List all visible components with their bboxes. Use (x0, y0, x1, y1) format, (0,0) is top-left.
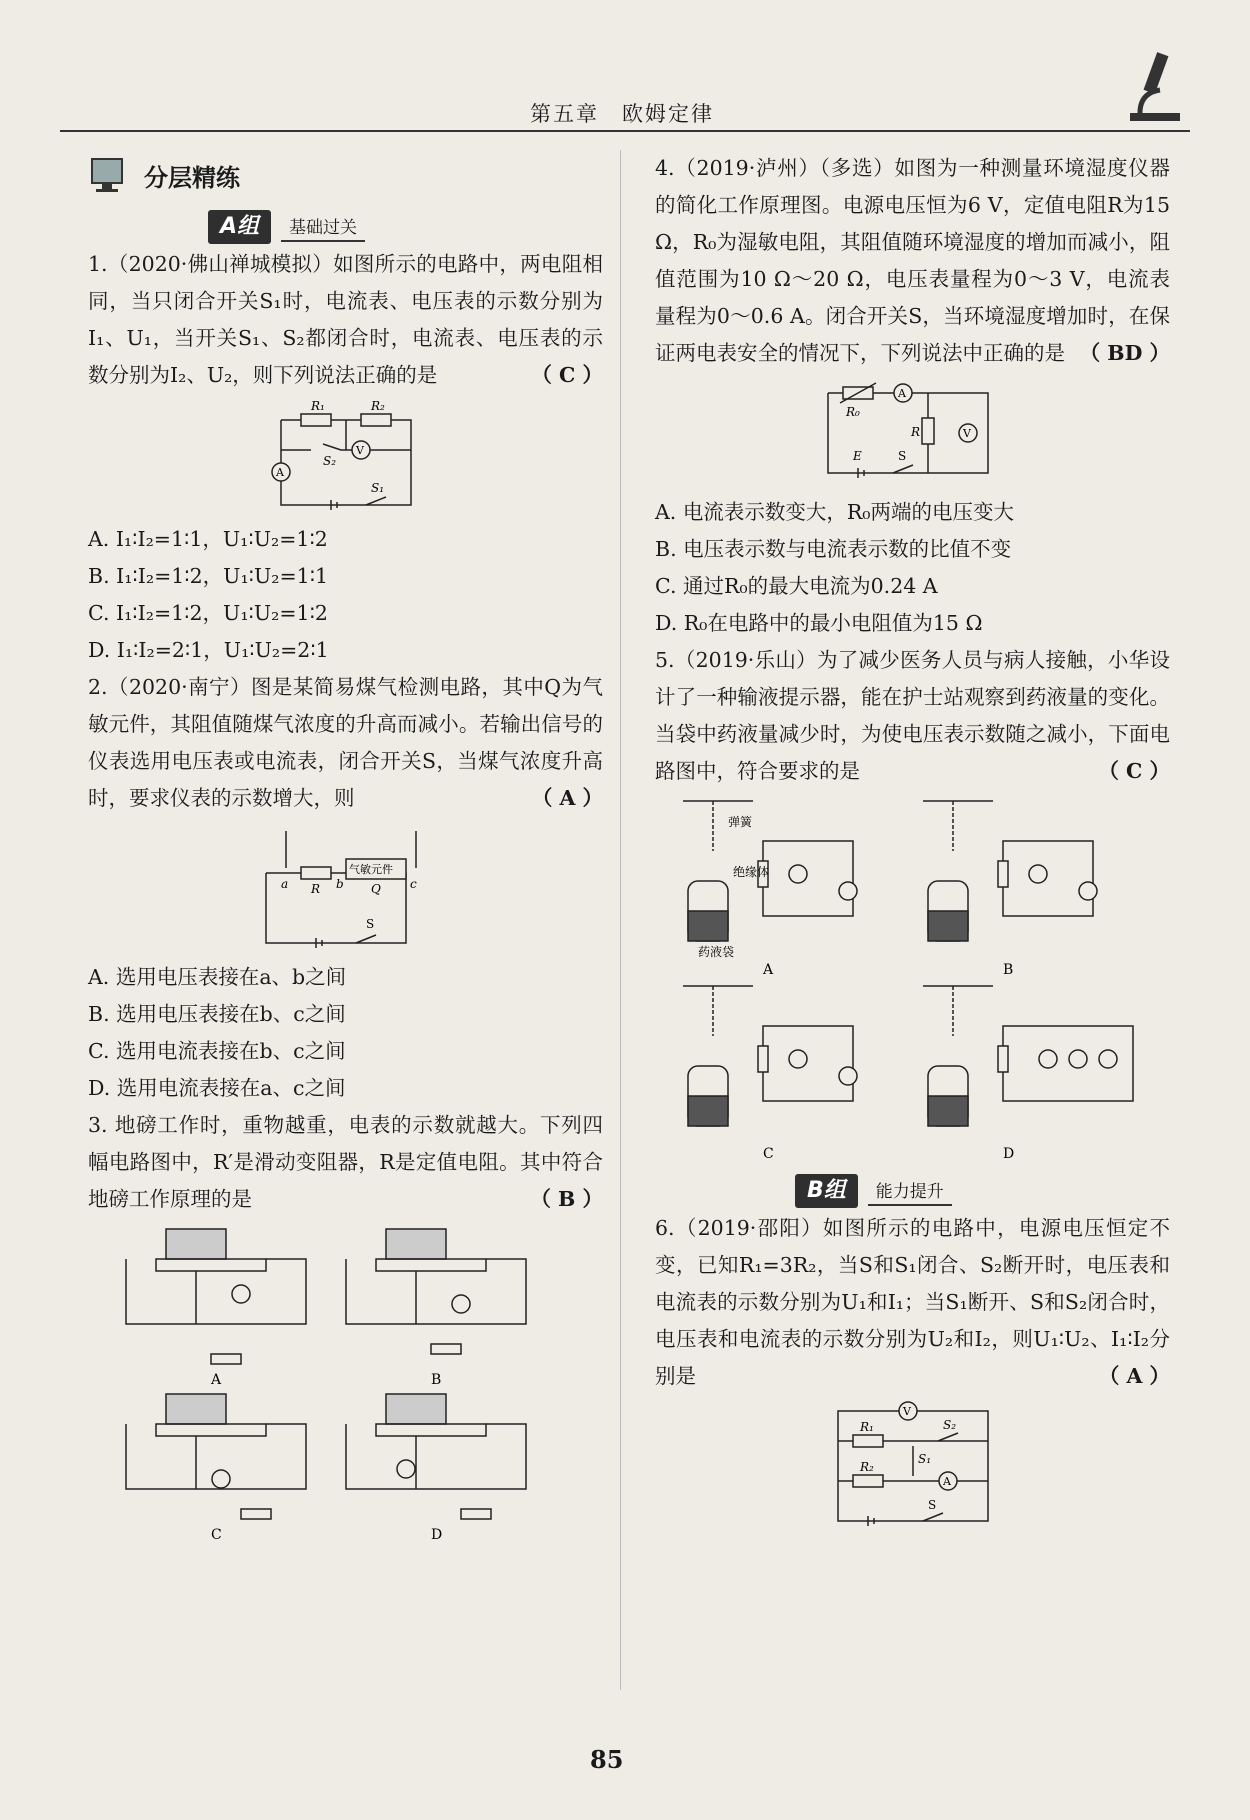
q1-label-r1: R₁ (310, 400, 325, 413)
q1-label-v: V (355, 444, 364, 457)
q6-label-s2: S₂ (942, 1418, 956, 1432)
q4-label-e: E (852, 449, 862, 463)
q6-circuit-diagram (828, 1401, 998, 1531)
q2-label-c: c (409, 877, 417, 891)
q1-option-a: A. I₁∶I₂=1∶1，U₁∶U₂=1∶2 (88, 527, 328, 551)
q2-label-b: b (335, 877, 344, 891)
q4-option-d: D. R₀在电路中的最小电阻值为15 Ω (655, 611, 983, 635)
q1-label-s2: S₂ (322, 454, 336, 468)
q1-label-s1: S₁ (370, 481, 384, 495)
question-6 (655, 1210, 1170, 1395)
chapter-title: 第五章 欧姆定律 (530, 102, 714, 126)
q5-label-a: A (762, 962, 773, 978)
q3-diagram-b (346, 1229, 526, 1354)
question-3 (88, 1107, 603, 1218)
q4-label-s: S (897, 449, 906, 463)
q4-circuit-diagram (818, 378, 1008, 488)
q5-bag-label: 药液袋 (697, 945, 734, 959)
group-b-tag (795, 1172, 1170, 1210)
section-header (88, 150, 603, 200)
q3-label-a: A (210, 1372, 221, 1388)
q1-option-c: C. I₁∶I₂=1∶2，U₁∶U₂=1∶2 (88, 601, 328, 625)
q3-diagram-c (126, 1394, 306, 1519)
column-divider (620, 150, 621, 1690)
question-4-answer: （ BD ） (1079, 341, 1170, 365)
question-5 (655, 642, 1170, 790)
question-1-text: 1.（2020·佛山禅城模拟）如图所示的电路中，两电阻相同，当只闭合开关S₁时，电流表、电压表的示数分别为I₁、U₁，当开关S₁、S₂都闭合时，电流表、电压表的示数分别为I₂、U₂，则下列说法正确的是 (88, 252, 603, 387)
q4-label-v: V (962, 427, 971, 440)
group-a-tag (208, 208, 603, 246)
q1-circuit-diagram (271, 400, 421, 515)
q2-option-a: A. 选用电压表接在a、b之间 (88, 965, 347, 989)
q5-spring-label: 弹簧 (727, 815, 752, 829)
q5-label-b: B (1002, 962, 1013, 978)
q5-diagram-c (683, 986, 857, 1126)
q2-option-b: B. 选用电压表接在b、c之间 (88, 1002, 346, 1026)
question-6-answer: （ A ） (1098, 1364, 1170, 1388)
page-header (60, 98, 1190, 132)
microscope-logo-icon (1120, 48, 1190, 128)
question-5-text: 5.（2019·乐山）为了减少医务人员与病人接触，小华设计了一种输液提示器，能在护士站观察到药液量的变化。当袋中药液量减少时，为使电压表示数随之减小，下面电路图中，符合要求的是 (655, 648, 1170, 783)
q1-label-a: A (275, 466, 284, 479)
q4-label-r0: R₀ (845, 405, 860, 419)
page-number: 85 (590, 1745, 624, 1774)
q3-label-b: B (430, 1372, 441, 1388)
group-b-subtitle: 能力提升 (868, 1177, 952, 1206)
q5-label-c: C (762, 1146, 774, 1162)
q5-diagram-b (923, 801, 1097, 941)
question-4 (655, 150, 1170, 372)
q4-option-c: C. 通过R₀的最大电流为0.24 A (655, 574, 938, 598)
q6-label-s: S (927, 1498, 936, 1512)
q5-insulator-label: 绝缘体 (732, 865, 769, 879)
section-title: 分层精练 (144, 163, 240, 192)
q1-label-r2: R₂ (370, 400, 385, 413)
question-2 (88, 669, 603, 817)
question-3-answer: （ B ） (530, 1187, 603, 1211)
q4-label-a: A (897, 387, 906, 400)
question-1-answer: （ C ） (531, 363, 603, 387)
q2-circuit-diagram (256, 823, 436, 953)
q2-label-gas: 气敏元件 (348, 863, 393, 876)
q3-label-c: C (210, 1527, 222, 1543)
q4-label-r: R (910, 425, 920, 439)
question-2-answer: （ A ） (531, 786, 603, 810)
q2-label-s: S (365, 917, 374, 931)
group-a-subtitle: 基础过关 (281, 213, 365, 242)
q4-option-a: A. 电流表示数变大，R₀两端的电压变大 (655, 500, 1014, 524)
right-column (655, 150, 1170, 1537)
q2-option-c: C. 选用电流表接在b、c之间 (88, 1039, 346, 1063)
q6-label-a: A (942, 1475, 951, 1488)
q3-label-d: D (430, 1527, 442, 1543)
q6-label-r1: R₁ (859, 1420, 874, 1434)
q2-label-q: Q (370, 882, 381, 896)
left-column (88, 150, 603, 1550)
q6-label-v: V (902, 1405, 911, 1418)
q5-diagram-a (683, 801, 857, 941)
q3-weighbridge-diagrams (116, 1224, 576, 1544)
q1-option-d: D. I₁∶I₂=2∶1，U₁∶U₂=2∶1 (88, 638, 329, 662)
group-b-label: B组 (795, 1174, 858, 1208)
question-3-text: 3. 地磅工作时，重物越重，电表的示数就越大。下列四幅电路图中，R′是滑动变阻器，R是定值电阻。其中符合地磅工作原理的是 (88, 1113, 603, 1211)
q2-option-d: D. 选用电流表接在a、c之间 (88, 1076, 346, 1100)
q2-label-r: R (310, 882, 320, 896)
question-4-text: 4.（2019·泸州）（多选）如图为一种测量环境湿度仪器的简化工作原理图。电源电压恒为6 V，定值电阻R为15 Ω，R₀为湿敏电阻，其阻值随环境湿度的增加而减小，阻值范围为10 Ω～20 Ω，电压表量程为0～3 V，电流表量程为0～0.6 A。闭合开关S，当环境湿度增加时，在保证两电表安全的情况下，下列说法中正确的是 (655, 156, 1170, 365)
group-a-label: A组 (208, 210, 271, 244)
q6-label-r2: R₂ (859, 1460, 874, 1474)
q2-label-a: a (280, 877, 288, 891)
q3-diagram-d (346, 1394, 526, 1519)
q5-infusion-diagrams (673, 796, 1153, 1166)
q4-option-b: B. 电压表示数与电流表示数的比值不变 (655, 537, 1012, 561)
question-5-answer: （ C ） (1098, 759, 1170, 783)
question-1 (88, 246, 603, 394)
computer-monitor-icon (88, 155, 132, 195)
q5-label-d: D (1002, 1146, 1014, 1162)
q3-diagram-a (126, 1229, 306, 1364)
q5-diagram-d (923, 986, 1133, 1126)
q1-option-b: B. I₁∶I₂=1∶2，U₁∶U₂=1∶1 (88, 564, 329, 588)
q6-label-s1: S₁ (917, 1452, 931, 1466)
question-2-text: 2.（2020·南宁）图是某简易煤气检测电路，其中Q为气敏元件，其阻值随煤气浓度的升高而减小。若输出信号的仪表选用电压表或电流表，闭合开关S，当煤气浓度升高时，要求仪表的示数增大，则 (88, 675, 603, 810)
question-6-text: 6.（2019·邵阳）如图所示的电路中，电源电压恒定不变，已知R₁=3R₂，当S和S₁闭合、S₂断开时，电压表和电流表的示数分别为U₁和I₁；当S₁断开、S和S₂闭合时，电压表和电流表的示数分别为U₂和I₂，则U₁∶U₂、I₁∶I₂分别是 (655, 1216, 1170, 1388)
